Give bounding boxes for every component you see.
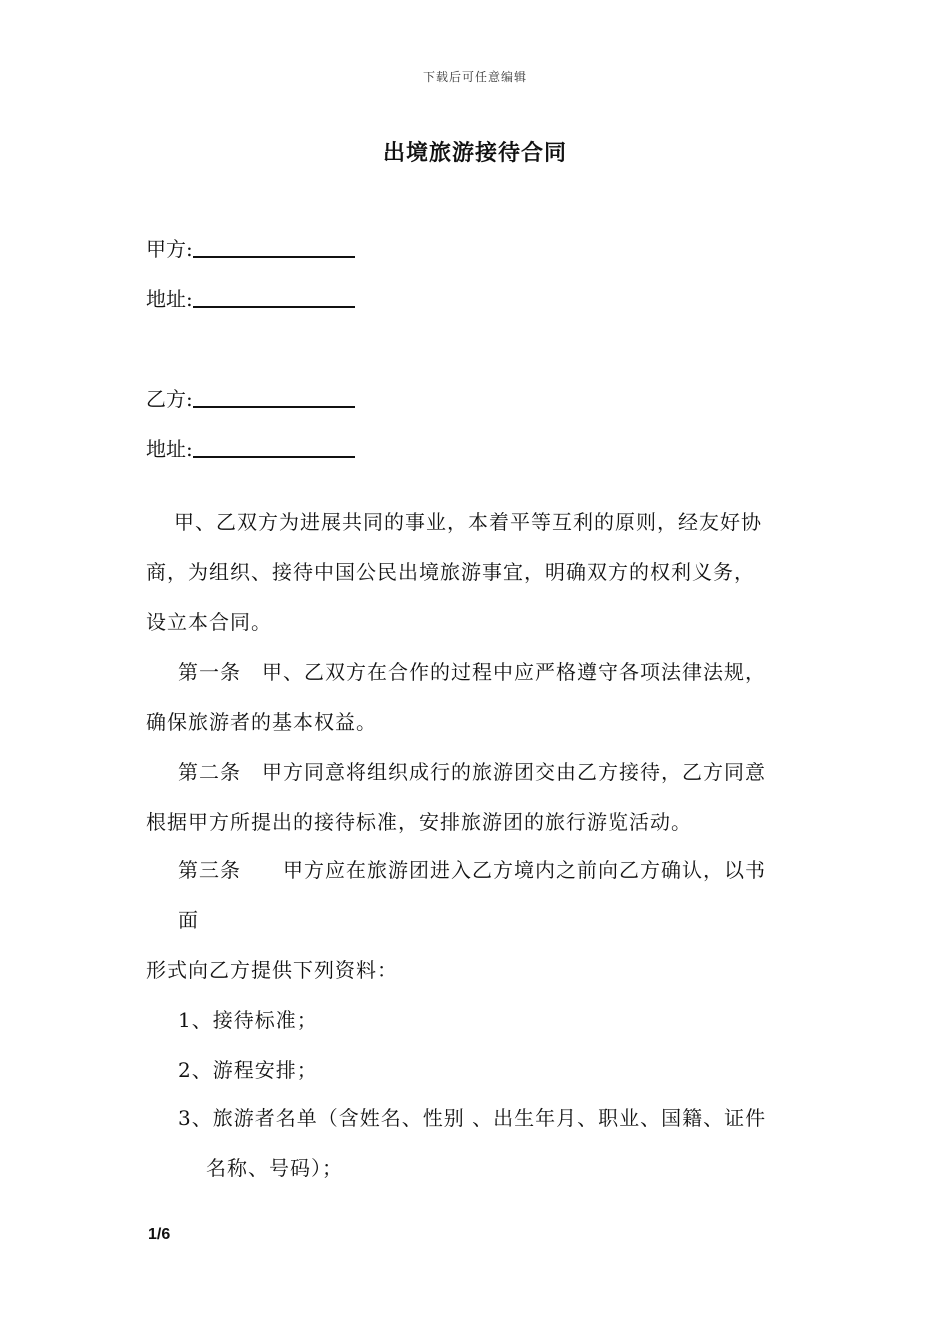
- party-b-blank: [193, 384, 355, 408]
- intro-line-1: 甲、乙双方为进展共同的事业，本着平等互利的原则，经友好协: [174, 510, 762, 534]
- article-1-line-1: 第一条 甲、乙双方在合作的过程中应严格遵守各项法律法规，: [178, 660, 766, 684]
- intro-line-2: 商，为组织、接待中国公民出境旅游事宜，明确双方的权利义务，: [146, 560, 755, 584]
- party-a-address-label: 地址:: [146, 287, 193, 311]
- party-a-address-field: [146, 284, 355, 312]
- party-a-address-blank: [193, 284, 355, 308]
- article-3-line-1: 第三条 甲方应在旅游团进入乙方境内之前向乙方确认，以书: [178, 858, 766, 882]
- list-item-2: 2、游程安排；: [178, 1058, 318, 1082]
- page-number: 1/6: [148, 1226, 171, 1243]
- list-item-1: 1、接待标准；: [178, 1008, 318, 1032]
- party-b-address-label: 地址:: [146, 437, 193, 461]
- article-2-line-1: 第二条 甲方同意将组织成行的旅游团交由乙方接待，乙方同意: [178, 760, 766, 784]
- article-2-line-2: 根据甲方所提出的接待标准，安排旅游团的旅行游览活动。: [146, 810, 692, 834]
- party-a-blank: [193, 234, 355, 258]
- party-a-field: [146, 234, 355, 262]
- party-b-address-field: [146, 434, 355, 462]
- party-b-label: 乙方:: [146, 387, 193, 411]
- party-a-label: 甲方:: [146, 237, 193, 261]
- party-b-address-blank: [193, 434, 355, 458]
- article-3-line-3: 形式向乙方提供下列资料：: [146, 958, 398, 982]
- party-b-field: [146, 384, 355, 412]
- intro-line-3: 设立本合同。: [146, 610, 272, 634]
- article-1-line-2: 确保旅游者的基本权益。: [146, 710, 377, 734]
- list-item-3-line-2: 名称、号码）；: [206, 1156, 343, 1180]
- article-3-line-2: 面: [178, 908, 199, 932]
- document-title: 出境旅游接待合同: [382, 140, 567, 166]
- header-note: 下载后可任意编辑: [422, 70, 527, 84]
- list-item-3-line-1: 3、旅游者名单（含姓名、性别 、出生年月、职业、国籍、证件: [178, 1106, 767, 1130]
